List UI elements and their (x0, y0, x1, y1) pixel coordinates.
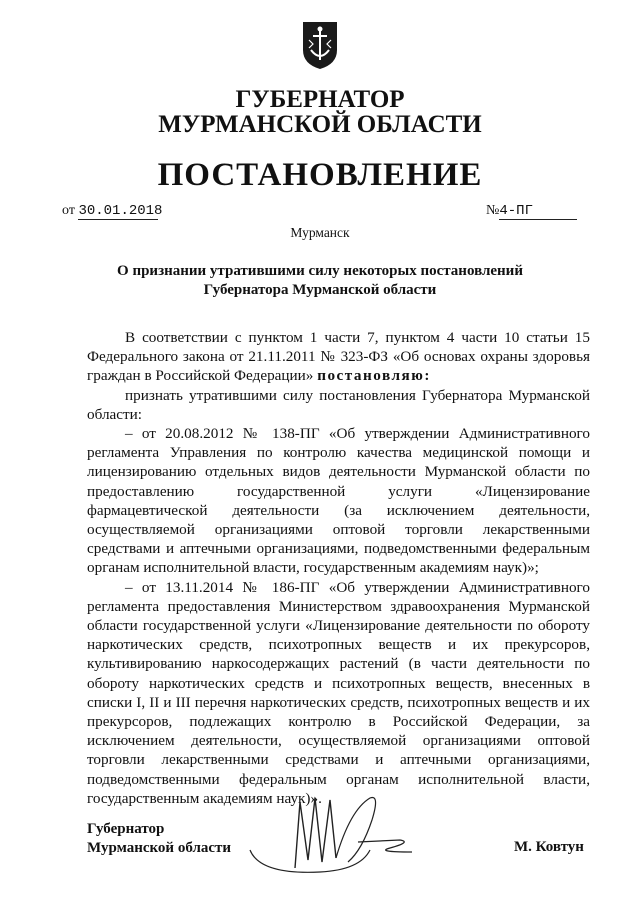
signatory-position-line2: Мурманской области (87, 840, 232, 856)
subject-line2: Губернатора Мурманской области (203, 282, 437, 298)
coat-of-arms-icon (301, 20, 339, 70)
header-title-line2: МУРМАНСКОЙ ОБЛАСТИ (158, 111, 482, 138)
number-line (486, 203, 577, 220)
signatory-position-line1: Губернатор (87, 821, 165, 837)
decree-word: постановляю: (317, 367, 431, 385)
number-prefix: № (486, 203, 500, 218)
document-body (87, 328, 590, 808)
signatory-position (87, 820, 231, 858)
header-title-line1: ГУБЕРНАТОР (235, 86, 405, 113)
date-line (62, 203, 163, 220)
date-prefix: от (62, 203, 75, 218)
document-subject (100, 262, 540, 300)
document-type: ПОСТАНОВЛЕНИЕ (157, 157, 483, 193)
subject-line1: О признании утратившими силу некоторых постановлений (117, 263, 523, 279)
document-date: 30.01.2018 (78, 203, 163, 219)
signatory-name: М. Ковтун (514, 839, 584, 855)
body-paragraph-1 (87, 328, 590, 386)
body-paragraph-2: признать утратившими силу постановления Губернатора Мурманской области: (87, 386, 590, 423)
body-paragraph-4: – от 13.11.2014 № 186-ПГ «Об утверждении Административного регламента предоставления Министерством здравоохранения Мурманской области государственной услуги «Лицензирование деятельности по обороту наркотических средств, психотропных веществ и их прекурсоров, культивированию наркосодержащих растений (в части деятельности по обороту наркотических средств и психотропных веществ, внесенных в списки I, II и III перечня наркотических средств, психотропных веществ и их прекурсоров, подлежащих контролю в Российской Федерации, за исключением деятельности, осуществляемой организациями оптовой торговли лекарственными средствами и аптечными организациями, подведомственными федеральным органам исполнительной власти, государственным академиям наук)». (87, 578, 590, 807)
body-paragraph-3: – от 20.08.2012 № 138-ПГ «Об утверждении Административного регламента Управления по контролю качества медицинской помощи и лицензированию отдельных видов деятельности Мурманской области по предоставлению государственной услуги «Лицензирование фармацевтической деятельности (за исключением деятельности, осуществляемой организациями оптовой торговли лекарственными средствами и аптечными организациями, подведомственными федеральным органам исполнительной власти, государственным академиям наук)»; (87, 425, 590, 577)
city: Мурманск (290, 225, 350, 240)
body-p1-text: В соответствии с пунктом 1 части 7, пунктом 4 части 10 статьи 15 Федерального закона от 21.11.2011 № 323-ФЗ «Об основах охраны здоровья граждан в Российской Федерации» (87, 329, 590, 385)
document-number: 4-ПГ (499, 203, 577, 220)
handwritten-signature-icon (240, 790, 500, 880)
